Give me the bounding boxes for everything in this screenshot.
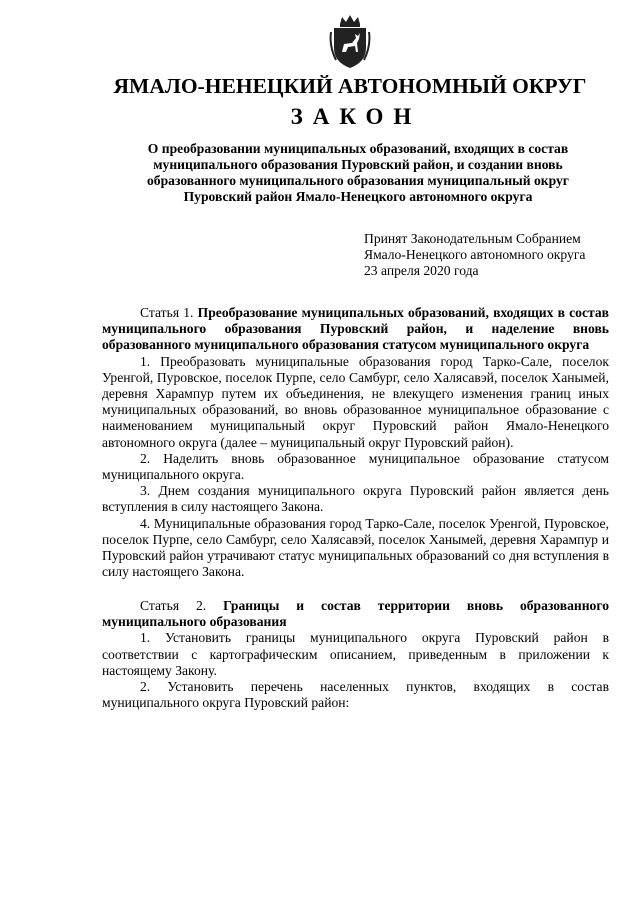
article-number: Статья 2. — [140, 598, 207, 613]
document-type: ЗАКОН — [290, 104, 422, 129]
article-number: Статья 1. — [140, 305, 194, 320]
law-title: О преобразовании муниципальных образований, входящих в состав муниципального образования Пуровский район, и создании вновь образованного муниципального образования муниципальный округ Пуровский район Ямало-Ненецкого автономного округа — [147, 141, 569, 204]
article-heading — [102, 305, 609, 354]
adoption-line: Ямало-Ненецкого автономного округа — [364, 247, 586, 262]
article-1 — [102, 305, 609, 580]
region-name: ЯМАЛО-НЕНЕЦКИЙ АВТОНОМНЫЙ ОКРУГ — [113, 74, 587, 98]
paragraph: 1. Установить границы муниципального округа Пуровский район в соответствии с картографическим описанием, приведенным в приложении к настоящему Закону. — [102, 630, 609, 678]
article-title: Границы и состав территории вновь образованного муниципального образования — [102, 598, 609, 630]
article-title: Преобразование муниципальных образований, входящих в состав муниципального образования Пуровский район, и наделение вновь образованного муниципального образования статусом муниципального округа — [102, 305, 609, 353]
adoption-info — [364, 231, 614, 279]
paragraph: 4. Муниципальные образования город Тарко-Сале, поселок Уренгой, Пуровское, поселок Пурпе, село Самбург, село Халясавэй, поселок Ханымей, деревня Харампур и Пуровский район утрачивают статус муниципальных образований со дня вступления в силу настоящего Закона. — [102, 515, 609, 580]
adoption-date: 23 апреля 2020 года — [364, 263, 479, 278]
adoption-line: Принят Законодательным Собранием — [364, 231, 581, 246]
coat-of-arms-icon — [328, 14, 372, 70]
article-heading — [102, 598, 609, 630]
paragraph: 3. Днем создания муниципального округа Пуровский район является день вступления в силу настоящего Закона. — [102, 483, 609, 515]
article-2 — [102, 598, 609, 711]
paragraph: 2. Наделить вновь образованное муниципальное образование статусом муниципального округа. — [102, 450, 609, 483]
paragraph: 1. Преобразовать муниципальные образования город Тарко-Сале, поселок Уренгой, Пуровское, поселок Пурпе, село Самбург, село Халясавэй, поселок Ханымей, деревня Харампур путем их объединения, не влекущего изменения границ иных муниципальных образований, во вновь образованное муниципальное образование с наименованием муниципальный округ Пуровский район Ямало-Ненецкого автономного округа (далее – муниципальный округ Пуровский район). — [102, 353, 609, 450]
paragraph: 2. Установить перечень населенных пунктов, входящих в состав муниципального округа Пуровский район: — [102, 679, 609, 711]
